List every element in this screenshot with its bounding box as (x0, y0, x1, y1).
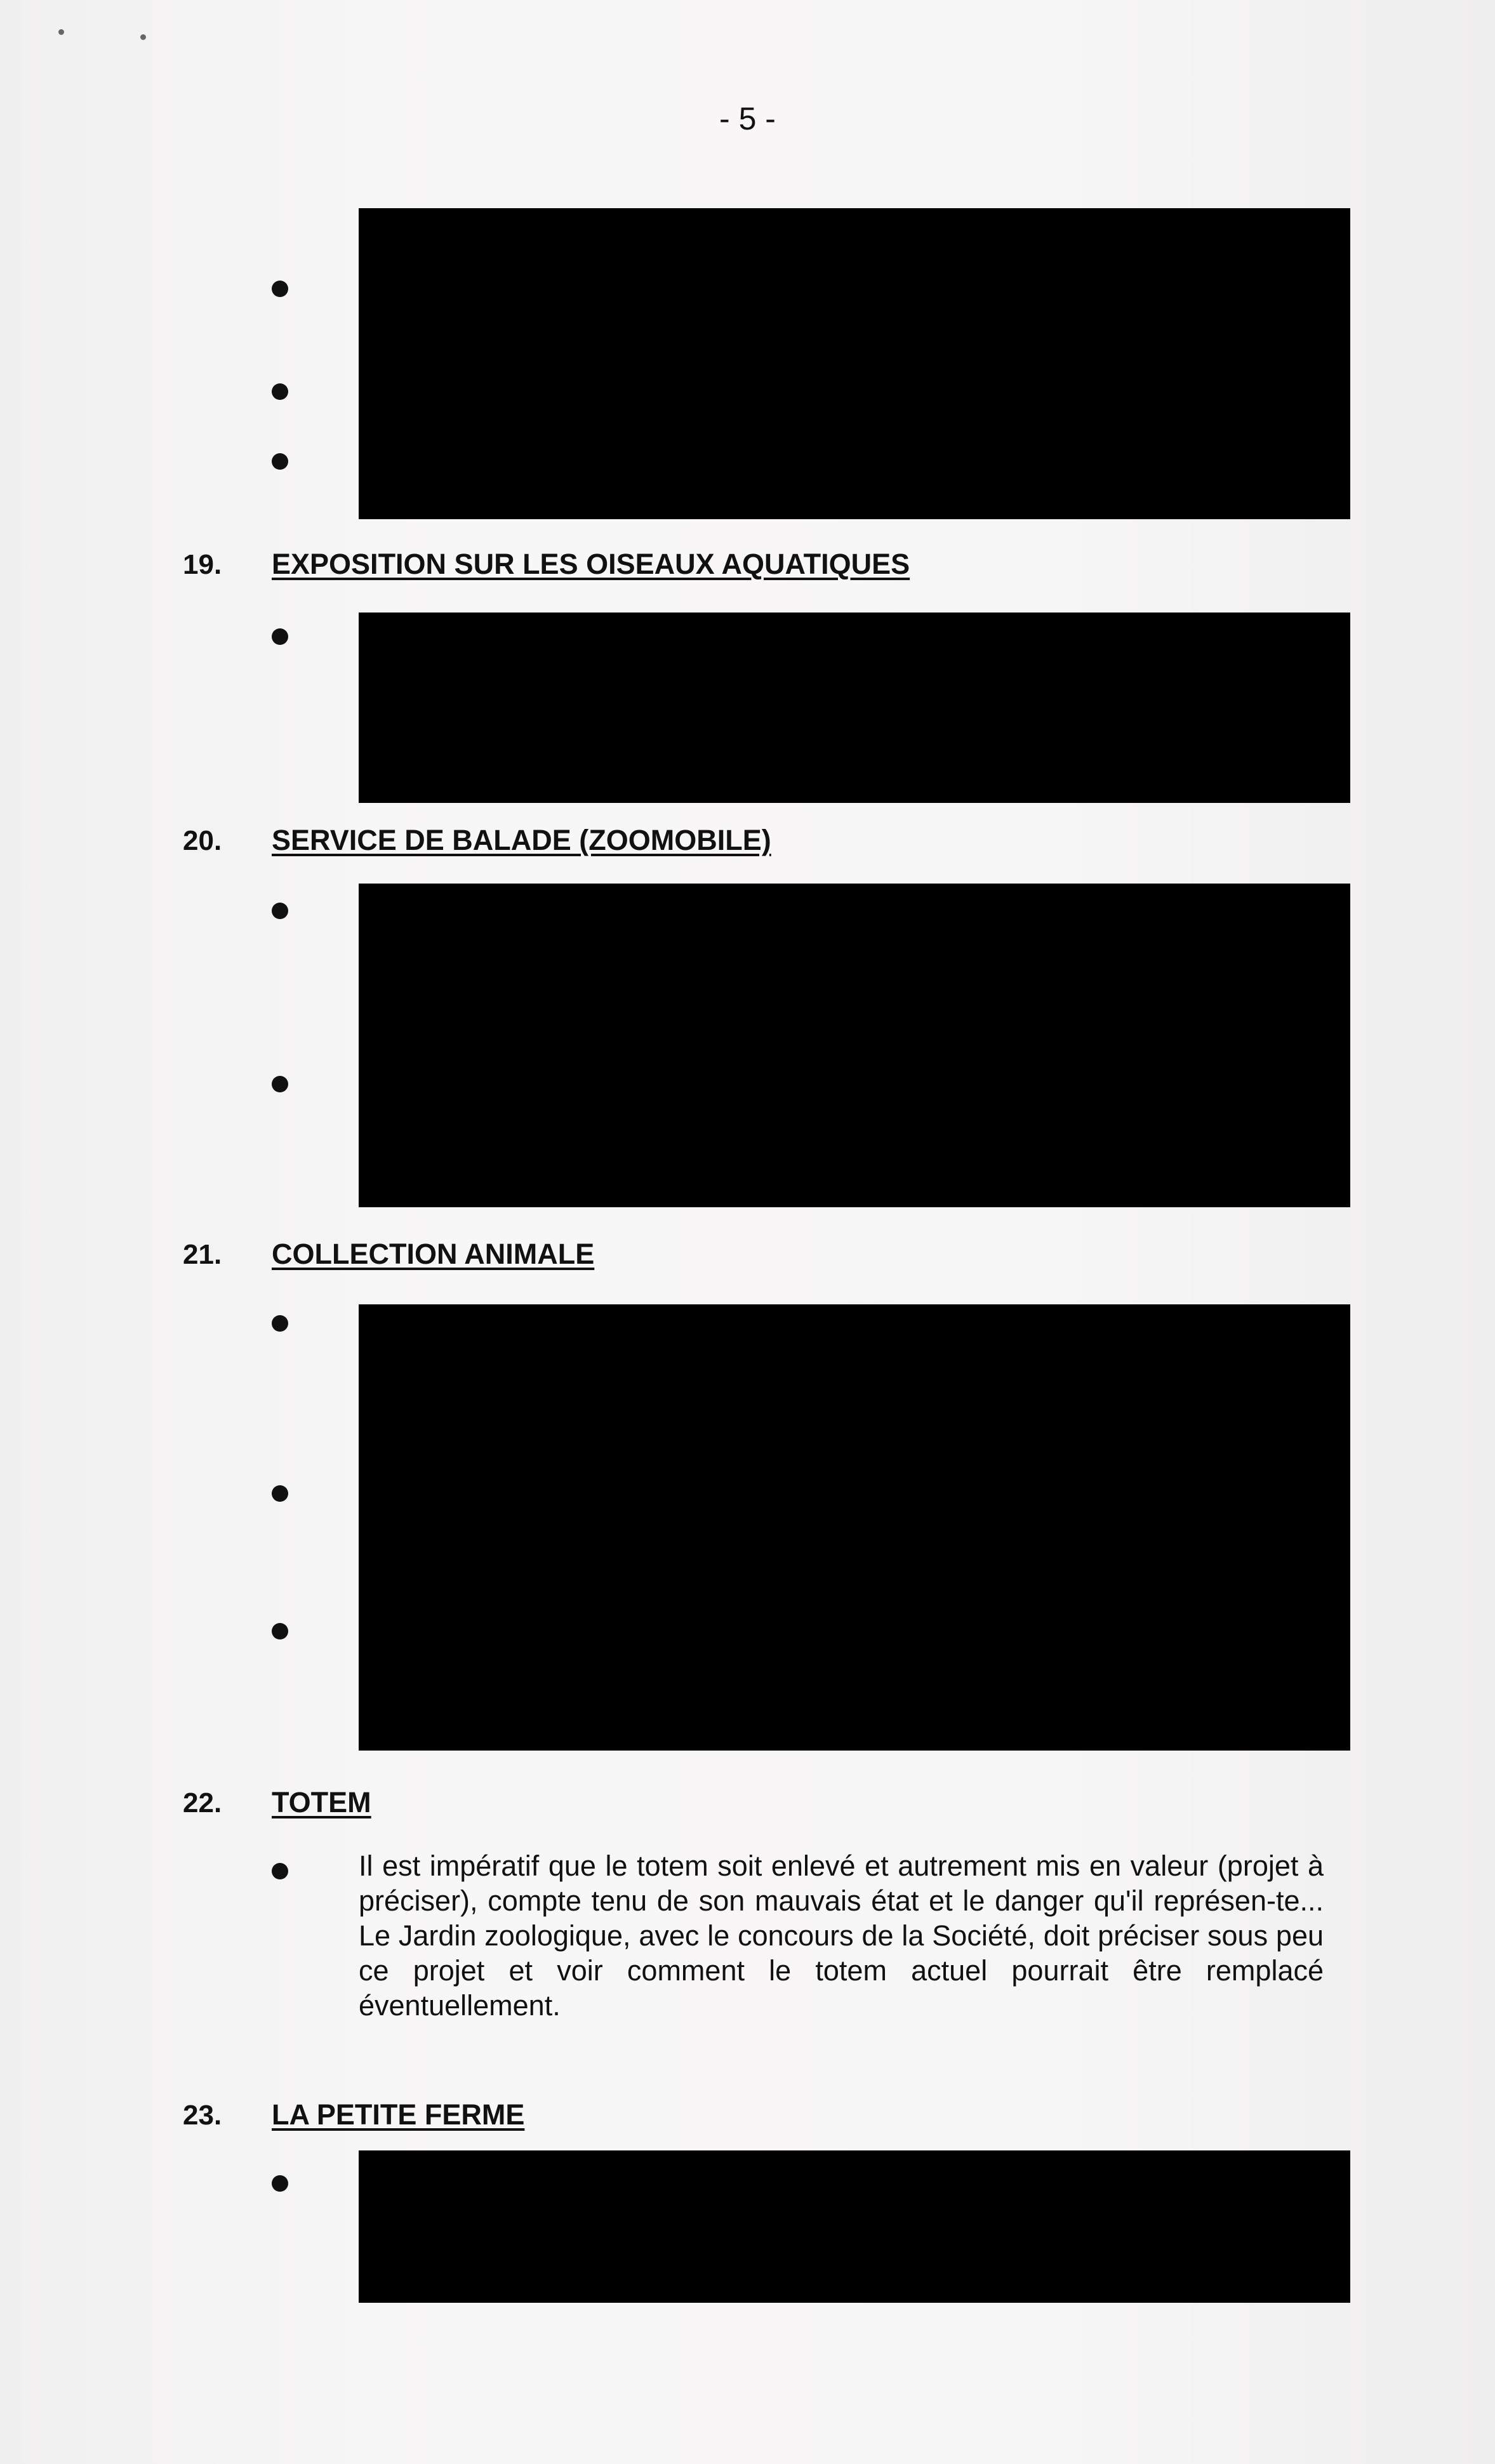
redaction-block (359, 884, 1350, 1207)
section-number: 19. (183, 549, 222, 580)
redaction-block (359, 208, 1350, 519)
section-number: 20. (183, 825, 222, 856)
redaction-block (359, 613, 1350, 803)
section-title: LA PETITE FERME (272, 2098, 525, 2131)
bullet-point (272, 1076, 288, 1092)
totem-paragraph: Il est impératif que le totem soit enlevé et autrement mis en valeur (projet à préciser), compte tenu de son mauvais état et le danger qu'il représen-te... Le Jardin zoologique, avec le concours de la Société, doit préciser sous peu ce projet et voir comment le totem actuel pourrait être remplacé éventuellement. (359, 1850, 1324, 2022)
bullet-point (272, 453, 288, 470)
section-title: EXPOSITION SUR LES OISEAUX AQUATIQUES (272, 548, 910, 580)
bullet-point (272, 1315, 288, 1332)
bullet-point (272, 2175, 288, 2192)
redaction-block (359, 2150, 1350, 2303)
paper-speck (58, 29, 64, 35)
section-title: TOTEM (272, 1786, 371, 1818)
page-number: - 5 - (719, 101, 776, 136)
paper-speck (140, 34, 146, 40)
section-title: COLLECTION ANIMALE (272, 1238, 595, 1270)
section-title: SERVICE DE BALADE (ZOOMOBILE) (272, 824, 771, 856)
bullet-point (272, 281, 288, 297)
bullet-point (272, 628, 288, 645)
section-number: 21. (183, 1239, 222, 1270)
bullet-point (272, 1485, 288, 1502)
bullet-point (272, 1863, 288, 1879)
bullet-point (272, 1623, 288, 1639)
section-number: 22. (183, 1787, 222, 1818)
bullet-point (272, 903, 288, 919)
redaction-block (359, 1304, 1350, 1751)
section-number: 23. (183, 2100, 222, 2131)
bullet-point (272, 383, 288, 400)
